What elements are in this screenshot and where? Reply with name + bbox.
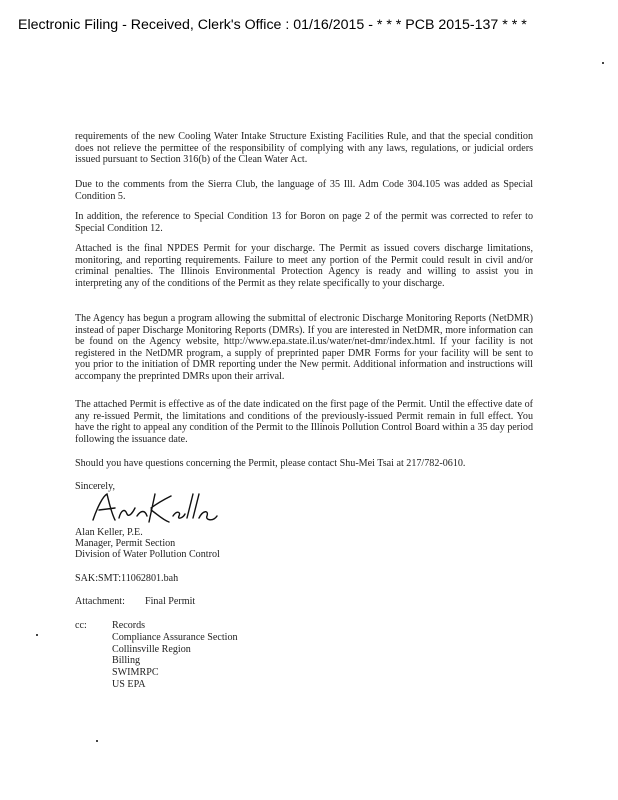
cc-label: cc: <box>75 620 87 631</box>
paragraph-boron-reference: In addition, the reference to Special Condition 13 for Boron on page 2 of the permit was corrected to refer to Special Condition 12. <box>75 211 533 234</box>
cc-item: SWIMRPC <box>112 667 159 679</box>
cc-item: Records <box>112 620 146 631</box>
paragraph-netdmr: The Agency has begun a program allowing the submittal of electronic Discharge Monitoring Reports (NetDMR) instead of paper Discharge Monitoring Reports (DMRs). If you are interested in NetDMR, more information can be found on the Agency website, http://www.epa.state.il.us/water/net-dmr/index.html. If your facility is not registered in the NetDMR program, a supply of preprinted paper DMR Forms for your facility will be sent to you prior to the initiation of DMR reporting under the New permit. Additional information and instructions will accompany the preprinted DMRs upon their arrival. <box>75 313 533 382</box>
paragraph-contact: Should you have questions concerning the Permit, please contact Shu-Mei Tsai at 217/782-0610. <box>75 458 466 469</box>
cc-item: Collinsville Region <box>112 643 191 655</box>
scan-speck <box>96 740 98 742</box>
signer-name: Alan Keller, P.E. <box>75 527 143 538</box>
cc-list <box>112 620 238 691</box>
signer-title: Manager, Permit Section <box>75 538 176 549</box>
paragraph-sierra-club: Due to the comments from the Sierra Club, the language of 35 Ill. Adm Code 304.105 was added as Special Condition 5. <box>75 179 533 202</box>
paragraph-special-condition: requirements of the new Cooling Water Intake Structure Existing Facilities Rule, and that the special condition does not relieve the permittee of the responsibility of complying with any laws, regulations, or judicial orders issued pursuant to Section 316(b) of the Clean Water Act. <box>75 131 533 165</box>
reference-code: SAK:SMT:11062801.bah <box>75 573 179 584</box>
salutation: Sincerely, <box>75 481 115 492</box>
attachment-label: Attachment: <box>75 596 125 607</box>
signature-image <box>85 488 225 530</box>
scan-speck <box>36 634 38 636</box>
paragraph-effective-date: The attached Permit is effective as of the date indicated on the first page of the Permit. Until the effective date of any re-issued Permit, the limitations and conditions of the previously-issued Permit remain in full effect. You have the right to appeal any condition of the Permit to the Illinois Pollution Control Board within a 35 day period following the issuance date. <box>75 399 533 445</box>
paragraph-final-permit: Attached is the final NPDES Permit for your discharge. The Permit as issued covers discharge limitations, monitoring, and reporting requirements. Failure to meet any portion of the Permit could result in civil and/or criminal penalties. The Illinois Environmental Protection Agency is ready and willing to assist you in interpreting any of the conditions of the Permit as they relate specifically to your discharge. <box>75 243 533 289</box>
filing-stamp-header: Electronic Filing - Received, Clerk's Office : 01/16/2015 - * * * PCB 2015-137 * * * <box>18 17 527 33</box>
scan-speck <box>602 62 604 64</box>
cc-item: Billing <box>112 655 141 667</box>
signer-division: Division of Water Pollution Control <box>75 549 220 560</box>
cc-item: US EPA <box>112 678 146 690</box>
cc-item: Compliance Assurance Section <box>112 631 238 643</box>
attachment-value: Final Permit <box>145 596 196 607</box>
